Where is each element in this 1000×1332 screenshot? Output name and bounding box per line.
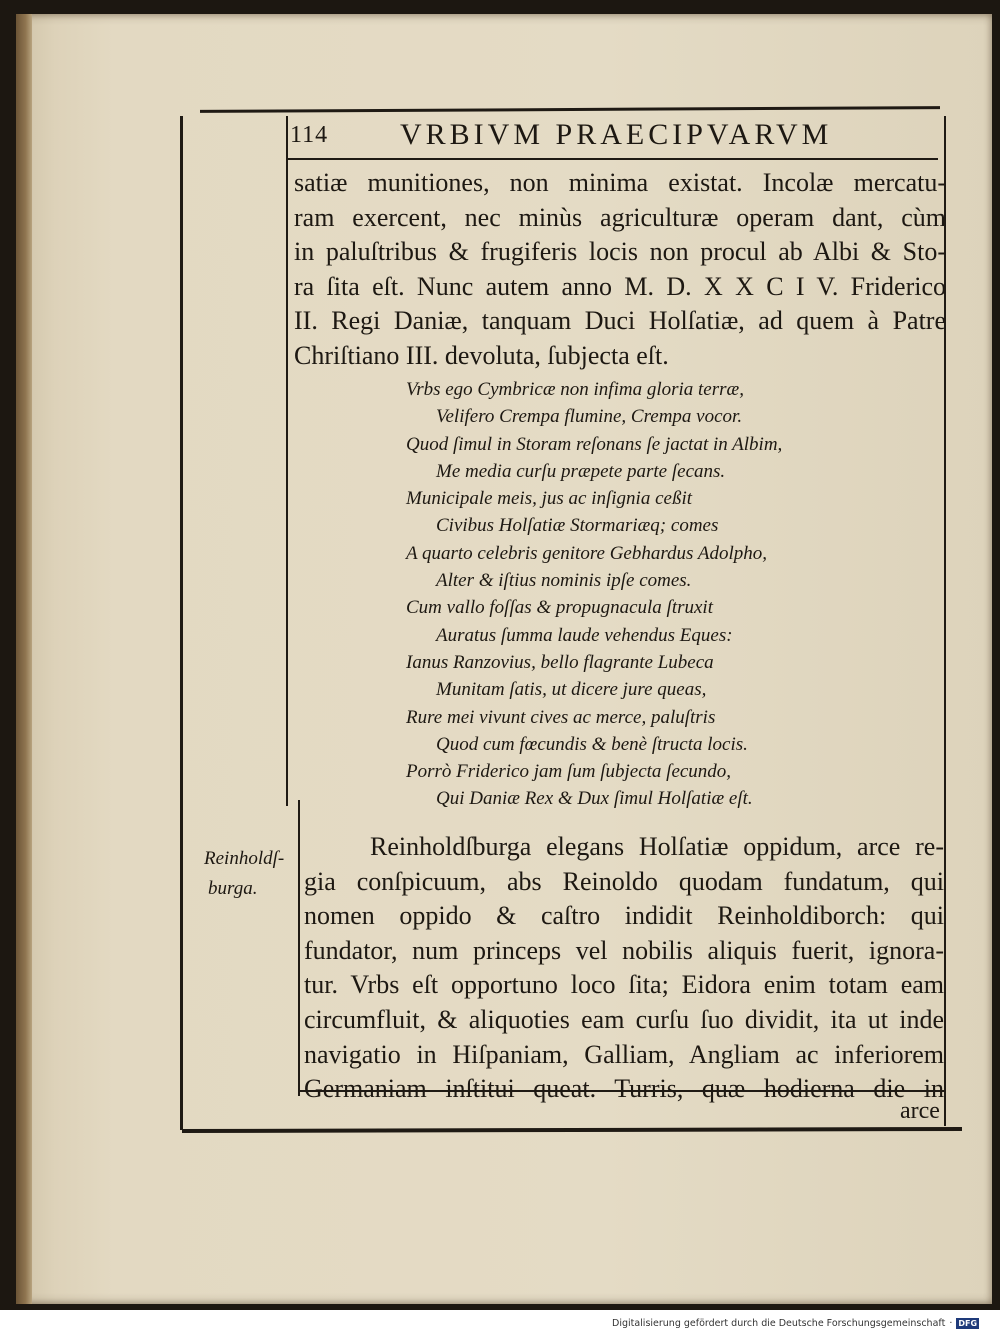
text-line: satiæ munitiones, non minima existat. Incolæ mercatu- — [294, 168, 946, 197]
latin-verse — [406, 376, 866, 813]
text-line: II. Regi Daniæ, tanquam Duci Holſatiæ, ad quem à Patre — [294, 306, 946, 336]
text-line: fundator, num princeps vel nobilis aliquis fuerit, ignora- — [304, 935, 944, 965]
verse-line: Rure mei vivunt cives ac merce, paluſtris — [406, 706, 716, 728]
verse-line: Civibus Holſatiæ Stormariæq; comes — [436, 515, 719, 537]
paragraph-reinholdsburga — [304, 830, 944, 1107]
text-line: Germaniam inſtitui queat. Turris, quæ hodierna die in — [304, 1074, 944, 1104]
text-line: in paluſtribus & frugiferis locis non procul ab Albi & Sto- — [294, 237, 946, 267]
verse-line: Municipale meis, jus ac inſignia ceßit — [406, 488, 693, 510]
marginal-note-line: Reinholdſ- — [204, 848, 285, 869]
text-line: nomen oppido & caſtro indidit Reinholdiborch: qui — [304, 901, 944, 931]
marginal-note-line: burga. — [208, 878, 258, 899]
verse-line: Cum vallo foſſas & propugnacula ſtruxit — [406, 597, 713, 619]
running-title: VRBIVM PRAECIPVARVM — [400, 118, 833, 151]
inner-left-rule-lower — [298, 800, 300, 1096]
verse-line: Porrò Friderico jam ſum ſubjecta ſecundo, — [406, 761, 732, 783]
catchword: arce — [900, 1098, 940, 1124]
digitization-credit — [612, 1316, 996, 1330]
credit-text: Digitalisierung gefördert durch die Deutsche Forschungsgemeinschaft — [612, 1317, 946, 1329]
separator: · — [949, 1317, 953, 1329]
verse-line: Me media curſu præpete parte ſecans. — [436, 460, 726, 482]
text-line: circumfluit, & aliquoties eam curſu ſuo dividit, ita ut inde — [304, 1004, 944, 1034]
text-line: navigatio in Hiſpaniam, Galliam, Angliam ac inferiorem — [304, 1039, 944, 1069]
verse-line: Vrbs ego Cymbricæ non infima gloria terræ, — [406, 379, 744, 400]
text-line: ram exercent, nec minùs agriculturæ operam dant, cùm — [294, 202, 946, 232]
text-line: Reinholdſburga elegans Holſatiæ oppidum, arce re- — [370, 832, 944, 861]
verse-line: Munitam ſatis, ut dicere jure queas, — [436, 679, 707, 701]
binding-edge — [16, 14, 32, 1304]
verse-line: Quod cum fœcundis & benè ſtructa locis. — [436, 733, 748, 755]
paragraph-continued — [294, 166, 946, 374]
dfg-logo-icon: DFG — [958, 1318, 978, 1328]
verse-line: Auratus ſumma laude vehendus Eques: — [436, 624, 733, 646]
verse-line: A quarto celebris genitore Gebhardus Adolpho, — [406, 542, 767, 564]
text-line: ra ſita eſt. Nunc autem anno M. D. X X C I V. Friderico — [294, 271, 946, 301]
verse-line: Quod ſimul in Storam reſonans ſe jactat in Albim, — [406, 433, 783, 455]
verse-line: Ianus Ranzovius, bello flagrante Lubeca — [406, 651, 714, 673]
header-rule — [288, 158, 938, 160]
verse-line: Velifero Crempa flumine, Crempa vocor. — [436, 406, 743, 428]
page-header — [290, 118, 850, 158]
text-line: Chriſtiano III. devoluta, ſubjecta eſt. — [294, 340, 669, 370]
marginal-note — [204, 844, 294, 904]
left-frame-rule — [180, 116, 183, 1130]
text-line: gia conſpicuum, abs Reinoldo quodam fundatum, qui — [304, 866, 944, 896]
verse-line: Qui Daniæ Rex & Dux ſimul Holſatiæ eſt. — [436, 788, 753, 810]
verse-line: Alter & iſtius nominis ipſe comes. — [436, 570, 692, 592]
page-number: 114 — [290, 122, 329, 148]
text-line: tur. Vrbs eſt opportuno loco ſita; Eidora enim totam eam — [304, 970, 944, 1000]
inner-left-rule-upper — [286, 116, 288, 806]
